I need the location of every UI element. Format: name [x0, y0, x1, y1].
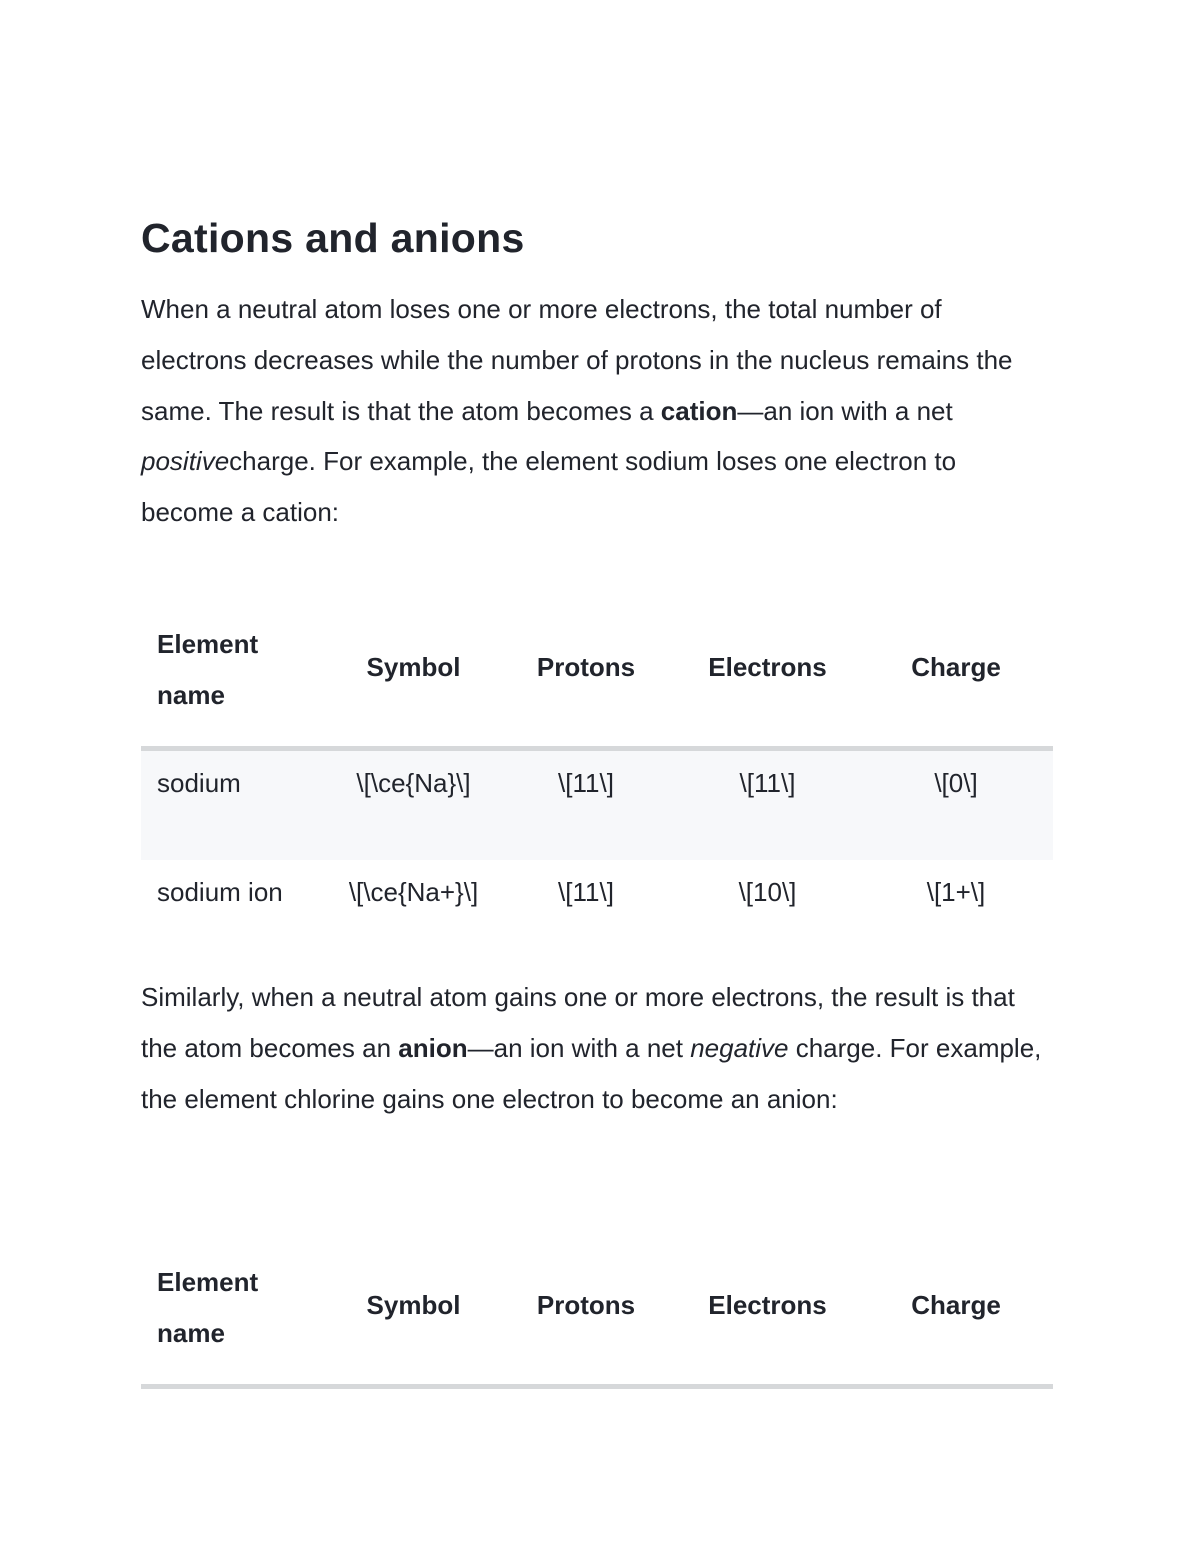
- cell-charge: \[1+\]: [926, 877, 986, 907]
- para1-text-3: charge. For example, the element sodium loses one electron to become a cation:: [141, 446, 957, 528]
- table-header-row: [141, 590, 1053, 748]
- header-protons: Protons: [496, 1228, 676, 1386]
- cell-charge: \[0\]: [859, 748, 1053, 860]
- table-header-row: [141, 1228, 1053, 1386]
- cell-electrons: \[11\]: [676, 748, 859, 860]
- anion-term: anion: [398, 1032, 468, 1063]
- cation-paragraph: [141, 284, 1053, 538]
- negative-term: negative: [690, 1032, 789, 1063]
- positive-term: positive: [141, 446, 230, 477]
- para2-text-3: charge. For example, the element chlorine gains one electron to become an anion:: [141, 1032, 1042, 1114]
- para1-text-1: When a neutral atom loses one or more electrons, the total number of electrons decreases while the number of protons in the nucleus remains the same. The result is that the atom becomes a: [141, 294, 1013, 426]
- header-electrons: Electrons: [676, 1228, 859, 1386]
- sodium-ion-table: [141, 590, 1053, 972]
- header-charge: Charge: [859, 1228, 1053, 1386]
- cell-symbol: \[\ce{Na+}\]: [348, 877, 479, 907]
- header-element-name: Element name: [141, 590, 331, 748]
- cell-protons: \[11\]: [496, 748, 676, 860]
- cation-term: cation: [660, 395, 738, 426]
- header-element-name: Element name: [141, 1228, 331, 1386]
- cell-symbol: \[\ce{Na}\]: [331, 748, 496, 860]
- cell-protons: \[11\]: [558, 877, 614, 907]
- header-charge: Charge: [859, 590, 1053, 748]
- header-symbol: Symbol: [331, 1228, 496, 1386]
- table-row: [141, 860, 1053, 972]
- chlorine-ion-table: [141, 1228, 1053, 1389]
- header-protons: Protons: [496, 590, 676, 748]
- cell-element-name: sodium: [141, 748, 331, 860]
- table-row: [141, 748, 1053, 860]
- para1-text-2: —an ion with a net: [737, 395, 953, 426]
- header-symbol: Symbol: [331, 590, 496, 748]
- header-electrons: Electrons: [676, 590, 859, 748]
- section-heading: Cations and anions: [141, 215, 525, 261]
- para2-text-2: —an ion with a net: [467, 1032, 691, 1063]
- para2-text-1: Similarly, when a neutral atom gains one or more electrons, the result is that the atom becomes an: [141, 982, 1015, 1063]
- cell-element-name: sodium ion: [157, 877, 283, 907]
- anion-paragraph: [141, 972, 1053, 1124]
- cell-electrons: \[10\]: [738, 877, 797, 907]
